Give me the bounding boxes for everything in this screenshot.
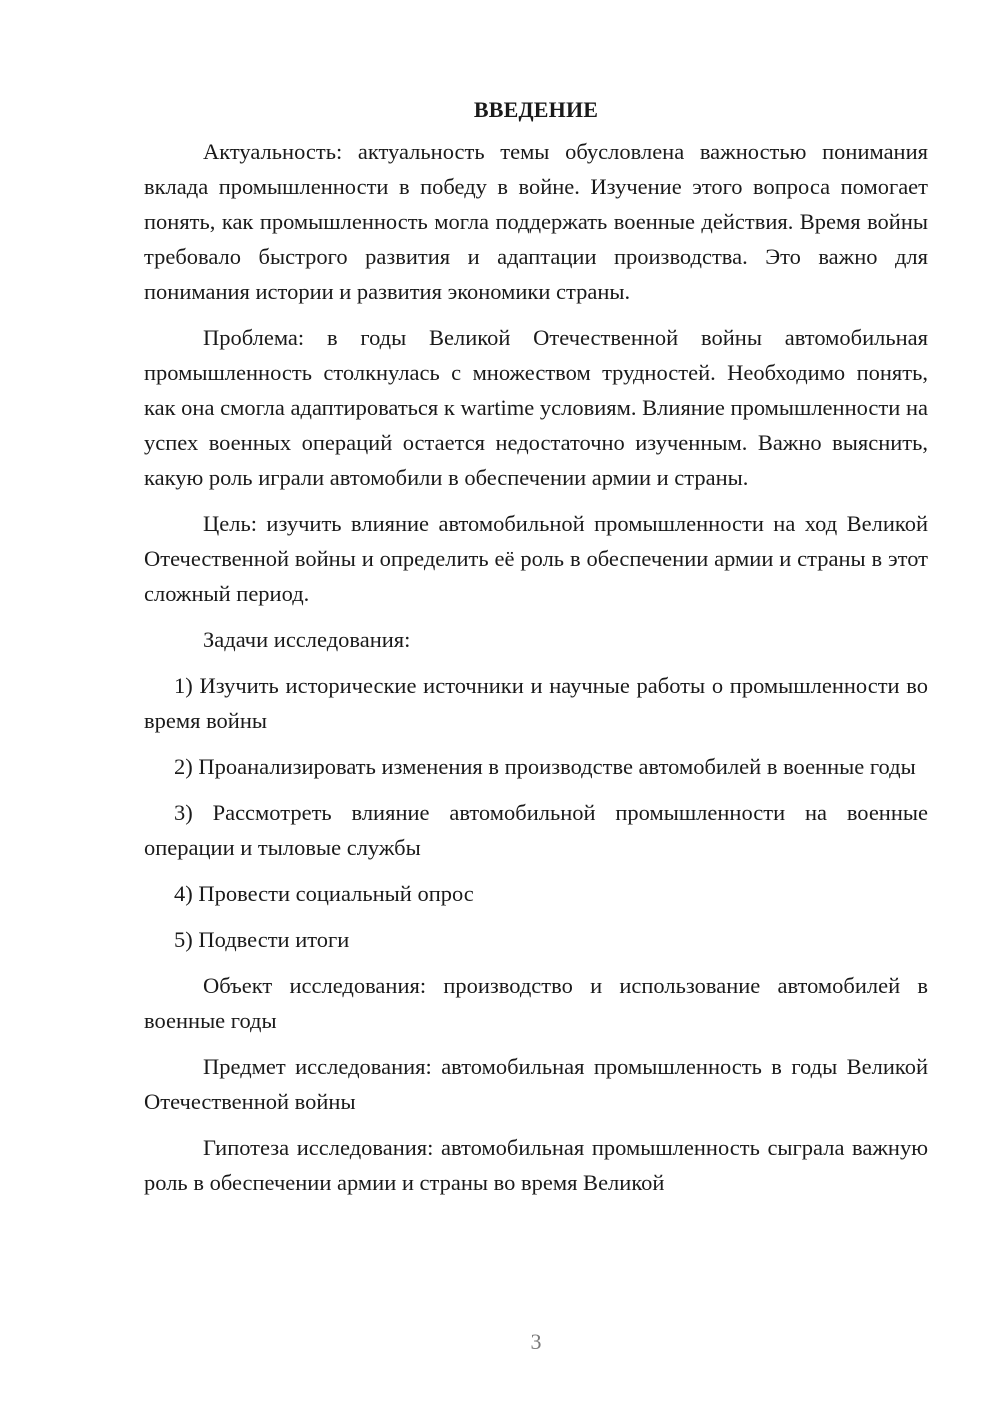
paragraph-problem: Проблема: в годы Великой Отечественной войны автомобильная промышленность столкнулась с множеством трудностей. Необходимо понять, как она смогла адаптироваться к wartime условиям. Влияние промышленности на успех военных операций остается недостаточно изученным. Важно выяснить, какую роль играли автомобили в обеспечении армии и страны. [144, 325, 928, 490]
document-page [144, 92, 928, 1211]
task-item-3: 3) Рассмотреть влияние автомобильной промышленности на военные операции и тыловые службы [144, 800, 928, 860]
task-item-2: 2) Проанализировать изменения в производстве автомобилей в военные годы [174, 754, 916, 779]
paragraph-relevance: Актуальность: актуальность темы обусловлена важностью понимания вклада промышленности в победу в войне. Изучение этого вопроса помогает понять, как промышленность могла поддержать военные действия. Время войны требовало быстрого развития и адаптации производства. Это важно для понимания истории и развития экономики страны. [144, 139, 928, 304]
paragraph-object: Объект исследования: производство и использование автомобилей в военные годы [144, 973, 928, 1033]
section-title: ВВЕДЕНИЕ [473, 97, 599, 122]
paragraph-tasks-heading: Задачи исследования: [203, 627, 411, 652]
task-item-5: 5) Подвести итоги [174, 927, 350, 952]
paragraph-goal: Цель: изучить влияние автомобильной промышленности на ход Великой Отечественной войны и определить её роль в обеспечении армии и страны в этот сложный период. [144, 511, 928, 606]
task-item-4: 4) Провести социальный опрос [174, 881, 474, 906]
paragraph-subject: Предмет исследования: автомобильная промышленность в годы Великой Отечественной войны [144, 1054, 928, 1114]
paragraph-hypothesis: Гипотеза исследования: автомобильная промышленность сыграла важную роль в обеспечении армии и страны во время Великой [144, 1135, 928, 1195]
page-number: 3 [530, 1329, 542, 1354]
task-item-1: 1) Изучить исторические источники и научные работы о промышленности во время войны [144, 673, 928, 733]
